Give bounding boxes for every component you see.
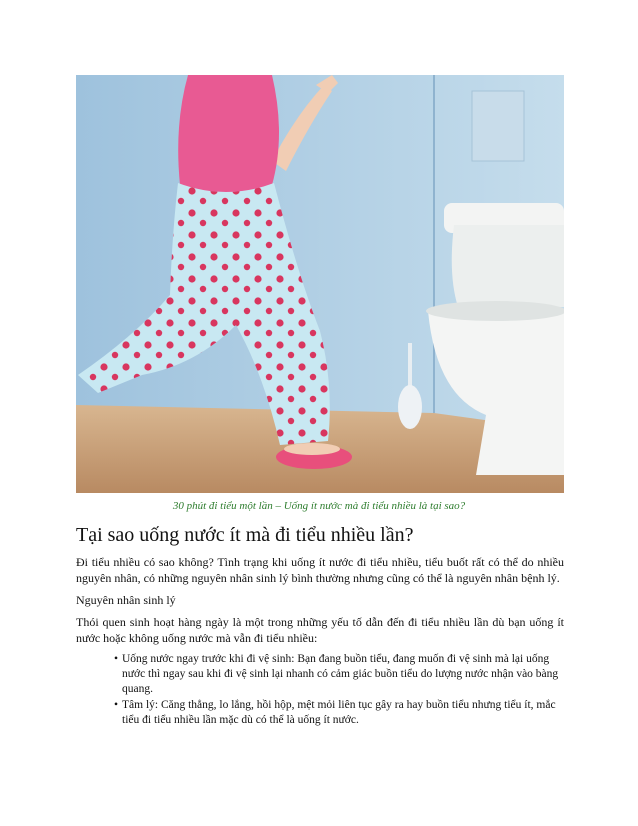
article-title: Tại sao uống nước ít mà đi tiểu nhiều lần? [76, 524, 414, 546]
section-heading: Nguyên nhân sinh lý [76, 593, 176, 607]
bathroom-illustration [76, 75, 564, 493]
intro-paragraph: Đi tiểu nhiều có sao không? Tình trạng khi uống ít nước đi tiểu nhiều, tiểu buốt rất có thể do nhiều nguyên nhân, có những nguyên nhân sinh lý bình thường nhưng cũng có thể là nguyên nhân bệnh lý. [76, 555, 564, 585]
shirt [178, 75, 279, 192]
switch-plate [472, 91, 524, 161]
hero-image [76, 75, 564, 493]
section-paragraph: Thói quen sinh hoạt hàng ngày là một trong những yếu tố dẫn đến đi tiểu nhiều lần dù bạn uống ít nước hoặc không uống nước mà vẫn đi tiểu nhiều: [76, 615, 564, 645]
list-item: • Tâm lý: Căng thẳng, lo lắng, hồi hộp, mệt mỏi liên tục gây ra hay buồn tiểu nhưng tiểu ít, mắc tiểu đi tiểu nhiều lần mặc dù có thể là uống ít nước. [122, 698, 564, 728]
toilet-brush-base [398, 385, 422, 429]
foot [284, 443, 340, 455]
list-item: • Uống nước ngay trước khi đi vệ sinh: Bạn đang buồn tiểu, đang muốn đi vệ sinh mà lại uống nước thì ngay sau khi đi vệ sinh lại nhanh có cảm giác buồn tiểu do lượng nước nhận vào bàng quang. [122, 652, 564, 697]
cause-list [76, 652, 564, 728]
article-body [76, 522, 564, 729]
image-caption: 30 phút đi tiểu một lần – Uống ít nước mà đi tiểu nhiều là tại sao? [172, 500, 466, 512]
